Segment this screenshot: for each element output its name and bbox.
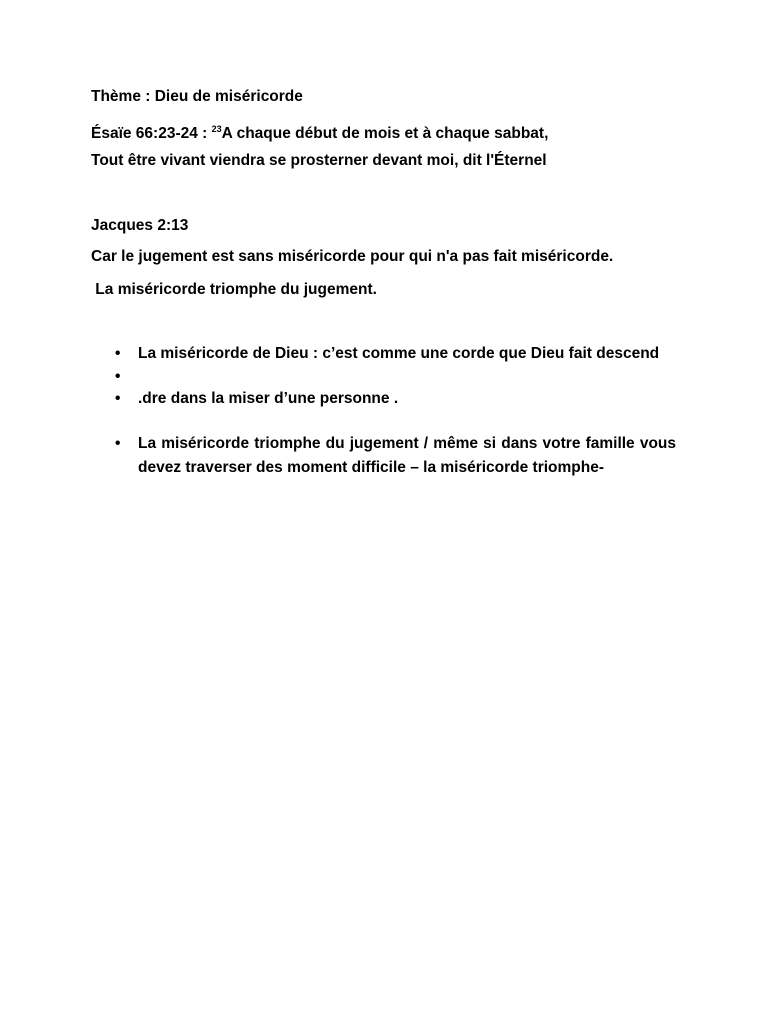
list-item-text: .dre dans la miser d’une personne . xyxy=(138,390,399,407)
theme-line: Thème : Dieu de miséricorde xyxy=(91,88,303,105)
verse-james-ref: Jacques 2:13 xyxy=(91,217,189,234)
list-item xyxy=(115,365,676,389)
bullet-icon: • xyxy=(115,345,121,362)
list-item xyxy=(115,432,676,480)
bullet-icon: • xyxy=(115,435,121,452)
list-item-text: La miséricorde de Dieu : c’est comme une corde que Dieu fait descend xyxy=(138,345,660,362)
verse-number-sup: 23 xyxy=(211,124,222,134)
verse-isaiah-ref: Ésaïe 66:23-24 : xyxy=(91,125,208,142)
verse-isaiah-line2: Tout être vivant viendra se prosterner devant moi, dit l'Éternel xyxy=(91,152,547,169)
verse-james-line1: Car le jugement est sans miséricorde pour qui n'a pas fait miséricorde. xyxy=(91,248,614,265)
verse-isaiah-line1 xyxy=(91,119,548,144)
list-item xyxy=(115,342,676,366)
bullet-icon: • xyxy=(115,390,121,407)
list-item xyxy=(115,387,676,411)
verse-james-line2: La miséricorde triomphe du jugement. xyxy=(91,281,377,298)
verse-isaiah-text: A chaque début de mois et à chaque sabbat, xyxy=(221,125,549,142)
list-item-text: La miséricorde triomphe du jugement / même si dans votre famille vous devez traverser des moment difficile – la miséricorde triomphe- xyxy=(138,435,676,476)
bullet-icon: • xyxy=(115,368,121,385)
